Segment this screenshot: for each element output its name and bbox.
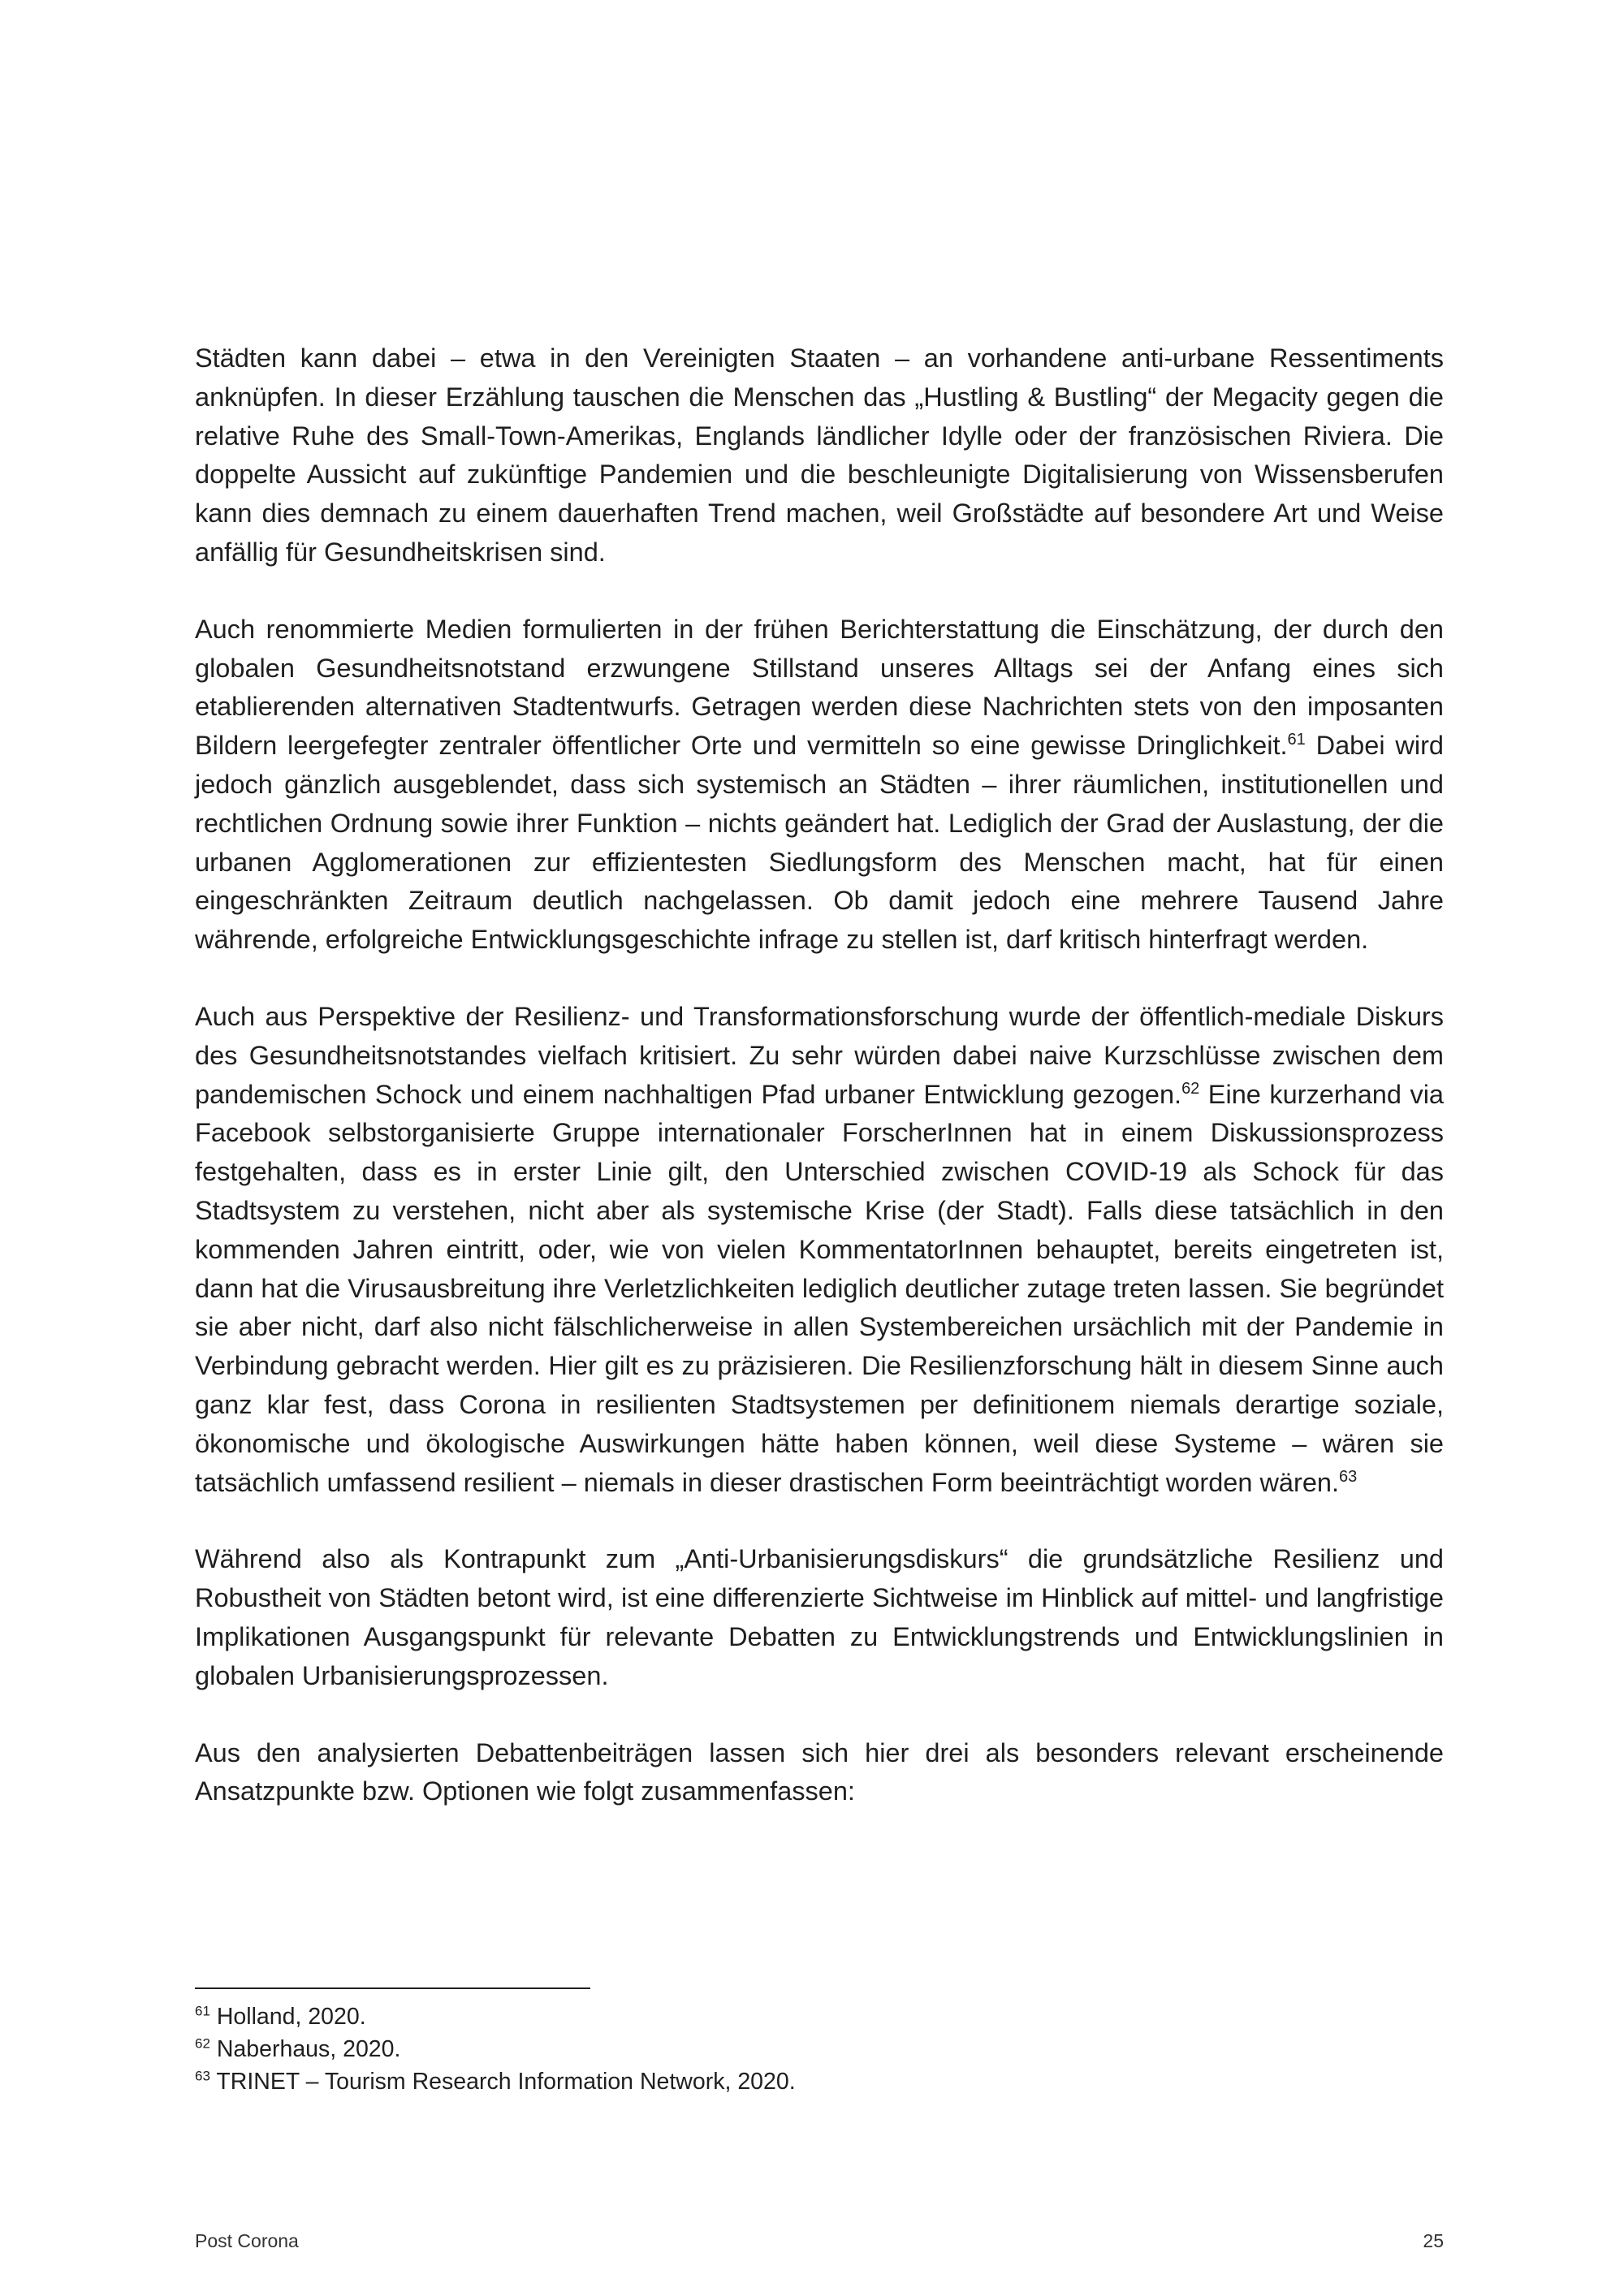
paragraph [195,611,1444,960]
body-text [195,339,1444,1849]
paragraph-text: Städten kann dabei – etwa in den Vereinigten Staaten – an vorhandene anti-urbane Ressentiments anknüpfen. In dieser Erzählung tauschen die Menschen das „Hustling & Bustling“ der Megacity gegen die relative Ruhe des Small-Town-Amerikas, Englands ländlicher Idylle oder der französischen Riviera. Die doppelte Aussicht auf zukünftige Pandemien und die beschleunigte Digitalisierung von Wissensberufen kann dies demnach zu einem dauerhaften Trend machen, weil Großstädte auf besondere Art und Weise anfällig für Gesundheitskrisen sind. [195,343,1444,567]
footnote-text: TRINET – Tourism Research Information Network, 2020. [209,2069,796,2095]
paragraph-text: Auch renommierte Medien formulierten in der frühen Berichterstattung die Einschätzung, der durch den globalen Gesundheitsnotstand erzwungene Stillstand unseres Alltags sei der Anfang eines sich etablierenden alternativen Stadtentwurfs. Getragen werden diese Nachrichten stets von den imposanten Bildern leergefegter zentraler öffentlicher Orte und vermitteln so eine gewisse Dringlichkeit. [195,614,1444,761]
footnote-number: 63 [195,2068,210,2084]
footnote [195,2065,1445,2098]
footnote [195,2033,1445,2065]
paragraph-text: Auch aus Perspektive der Resilienz- und Transformationsforschung wurde der öffentlich-mediale Diskurs des Gesundheitsnotstandes vielfach kritisiert. Zu sehr würden dabei naive Kurzschlüsse zwischen dem pandemischen Schock und einem nachhaltigen Pfad urbaner Entwicklung gezogen. [195,1001,1444,1109]
footnote-separator [195,1987,590,1989]
footnote-number: 61 [195,2003,210,2019]
paragraph [195,1540,1444,1695]
footnote [195,2000,1445,2033]
footnotes [195,2000,1445,2098]
footnote-reference: 63 [1339,1467,1358,1486]
footnote-reference: 61 [1287,731,1306,749]
footnote-text: Naberhaus, 2020. [209,2036,401,2062]
footer-title: Post Corona [195,2230,299,2251]
paragraph-text: Dabei wird jedoch gänzlich ausgeblendet, dass sich systemisch an Städten – ihrer räumlichen, institutionellen und rechtlichen Ordnung sowie ihrer Funktion – nichts geändert hat. Lediglich der Grad der Auslastung, der die urbanen Agglomerationen zur effizientesten Siedlungsform des Menschen macht, hat für einen eingeschränkten Zeitraum deutlich nachgelassen. Ob damit jedoch eine mehrere Tausend Jahre währende, erfolgreiche Entwicklungsgeschichte infrage zu stellen ist, darf kritisch hinterfragt werden. [195,731,1444,955]
paragraph [195,339,1444,572]
page-number: 25 [1423,2230,1444,2251]
footnote-text: Holland, 2020. [209,2004,366,2030]
paragraph [195,998,1444,1502]
paragraph [195,1734,1444,1812]
footnote-reference: 62 [1181,1079,1200,1098]
paragraph-text: Eine kurzerhand via Facebook selbstorganisierte Gruppe internationaler ForscherInnen hat in einem Diskussionsprozess festgehalten, dass es in erster Linie gilt, den Unterschied zwischen COVID-19 als Schock für das Stadtsystem zu verstehen, nicht aber als systemische Krise (der Stadt). Falls diese tatsächlich in den kommenden Jahren eintritt, oder, wie von vielen KommentatorInnen behauptet, bereits eingetreten ist, dann hat die Virusausbreitung ihre Verletzlichkeiten lediglich deutlicher zutage treten lassen. Sie begründet sie aber nicht, darf also nicht fälschlicherweise in allen Systembereichen ursächlich mit der Pandemie in Verbindung gebracht werden. Hier gilt es zu präzisieren. Die Resilienzforschung hält in diesem Sinne auch ganz klar fest, dass Corona in resilienten Stadtsystemen per definitionem niemals derartige soziale, ökonomische und ökologische Auswirkungen hätte haben können, weil diese Systeme – wären sie tatsächlich umfassend resilient – niemals in dieser drastischen Form beeinträchtigt worden wären. [195,1079,1444,1497]
paragraph-text: Aus den analysierten Debattenbeiträgen lassen sich hier drei als besonders relevant erscheinende Ansatzpunkte bzw. Optionen wie folgt zusammenfassen: [195,1737,1444,1806]
paragraph-text: Während also als Kontrapunkt zum „Anti-Urbanisierungsdiskurs“ die grundsätzliche Resilienz und Robustheit von Städten betont wird, ist eine differenzierte Sichtweise im Hinblick auf mittel- und langfristige Implikationen Ausgangspunkt für relevante Debatten zu Entwicklungstrends und Entwicklungslinien in globalen Urbanisierungsprozessen. [195,1544,1444,1690]
footnote-number: 62 [195,2035,210,2052]
